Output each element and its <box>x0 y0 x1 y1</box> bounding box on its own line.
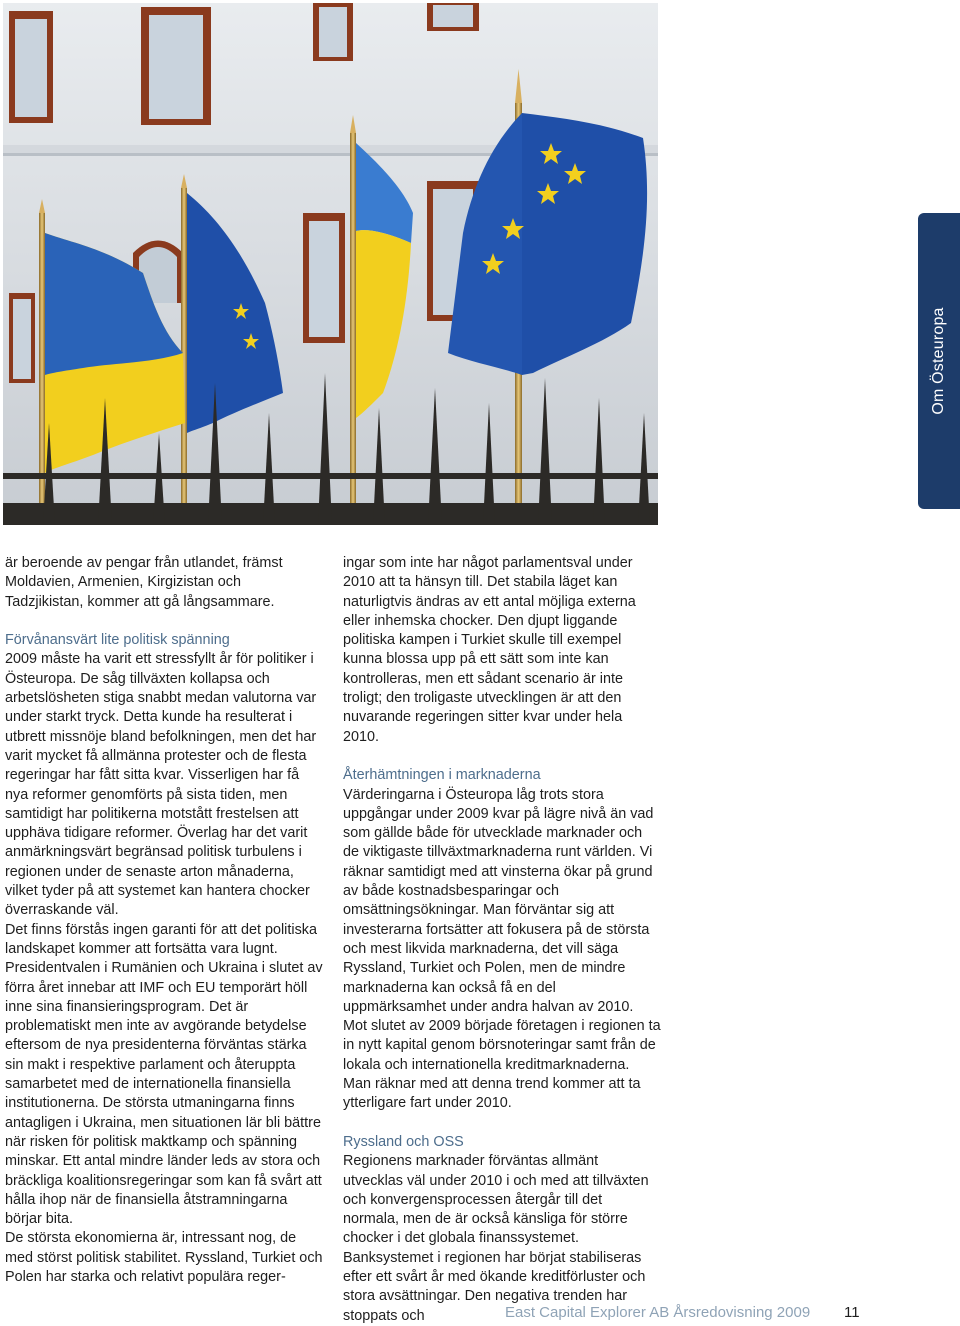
right-text-column <box>343 554 661 1326</box>
body-paragraph: De största ekonomierna är, intressant nog, de med störst politisk stabilitet. Ryssland, Turkiet och Polen har starka och relativt populära reger- <box>5 1230 323 1285</box>
section-market-recovery <box>343 766 661 1113</box>
footer-report-title: East Capital Explorer AB Årsredovisning 2009 <box>505 1304 811 1321</box>
side-tab-label: Om Östeuropa <box>930 307 947 415</box>
left-intro-paragraph: är beroende av pengar från utlandet, främst Moldavien, Armenien, Kirgizistan och Tadzjikistan, kommer att gå långsammare. <box>5 555 283 610</box>
section-heading-political-tension: Förvånansvärt lite politisk spänning <box>5 632 230 649</box>
right-intro-paragraph: ingar som inte har något parlamentsval under 2010 att ta hänsyn till. Det stabila läget kan naturligtvis ändras av ett antal möjliga externa eller inhemska chocker. Den djupt liggande politiska kampen i Turkiet skulle till exempel kunna blossa upp på ett sätt som inte kan kontrolleras, men ett sådant scenario är inte troligt; den troligaste utvecklingen är att den nuvarande regeringen sitter kvar under hela 2010. <box>343 555 636 745</box>
body-paragraph: Regionens marknader förväntas allmänt utvecklas väl under 2010 i och med att tillväxten och konvergensprocessen återgår till det normala, men de är också känsliga för större chocker i det globala finanssystemet. Banksystemet i regionen har börjat stabiliseras efter ett svårt år med ökande kreditförluster och stora avsättningar. Den negativa trenden har stoppats och <box>343 1153 649 1324</box>
body-paragraph: 2009 måste ha varit ett stressfyllt år för politiker i Östeuropa. De såg tillväxten kollapsa och arbetslösheten stiga snabbt medan valutorna var under starkt tryck. Detta kunde ha resulterat i utbrett missnöje bland befolkningen, men det har varit mycket få allmänna protester och de flesta regeringar har fått sitta kvar. Visserligen har få nya reformer genomförts på sista tiden, men samtidigt har politikerna motstått frestelsen att upphäva tidigare reformer. Överlag har det varit anmärkningsvärt begränsad politisk turbulens i regionen under de senaste arton månaderna, vilket tyder på att systemet kan hantera chocker överraskande väl. <box>5 651 317 919</box>
section-russia-cis <box>343 1133 661 1326</box>
page-number: 11 <box>844 1304 860 1321</box>
body-paragraph: Det finns förstås ingen garanti för att det politiska landskapet kommer att fortsätta vara lugnt. Presidentvalen i Rumänien och Ukraina i slutet av förra året innebar att IMF och EU temporärt höll inne sina finansieringsprogram. Det är problematiskt men inte av avgörande betydelse eftersom de nya presidenterna förväntas stärka sin makt i respektive parlament och återuppta samarbetet med de internationella finansiella institutionerna. De största utmaningarna finns antagligen i Ukraina, men situationen lär bli bättre när risken för politisk maktkamp och spänning minskar. Ett antal mindre länder leds av stora och bräckliga koalitionsregeringar som kan få svårt att hålla ihop när de finansiella åtstramningarna börjar bita. <box>5 921 323 1228</box>
section-side-tab <box>918 213 960 509</box>
flags-photo <box>3 3 658 525</box>
body-paragraph: Värderingarna i Östeuropa låg trots stora uppgångar under 2009 kvar på lägre nivå än vad som gällde både för utvecklade marknader och de viktigaste tillväxtmarknaderna runt världen. Vi räknar samtidigt med att vinsterna ökar på grund av både kostnadsbesparingar och omsättningsökningar. Man förväntar sig att investerarna fortsätter att fokusera på de största och mest likvida marknaderna, det vill säga Ryssland, Turkiet och Polen, men de mindre marknaderna kan också få en del uppmärksamhet under andra halvan av 2010. Mot slutet av 2009 började företagen i regionen ta in nytt kapital genom börsnoteringar samt från de lokala och internationella kreditmarknaderna. Man räknar med att denna trend kommer att ta ytterligare fart under 2010. <box>343 786 661 1112</box>
left-text-column <box>5 554 323 1287</box>
section-heading-russia-cis: Ryssland och OSS <box>343 1133 464 1150</box>
section-heading-market-recovery: Återhämtningen i marknaderna <box>343 767 541 784</box>
section-political-tension <box>5 631 323 1287</box>
flags-illustration <box>3 3 658 525</box>
